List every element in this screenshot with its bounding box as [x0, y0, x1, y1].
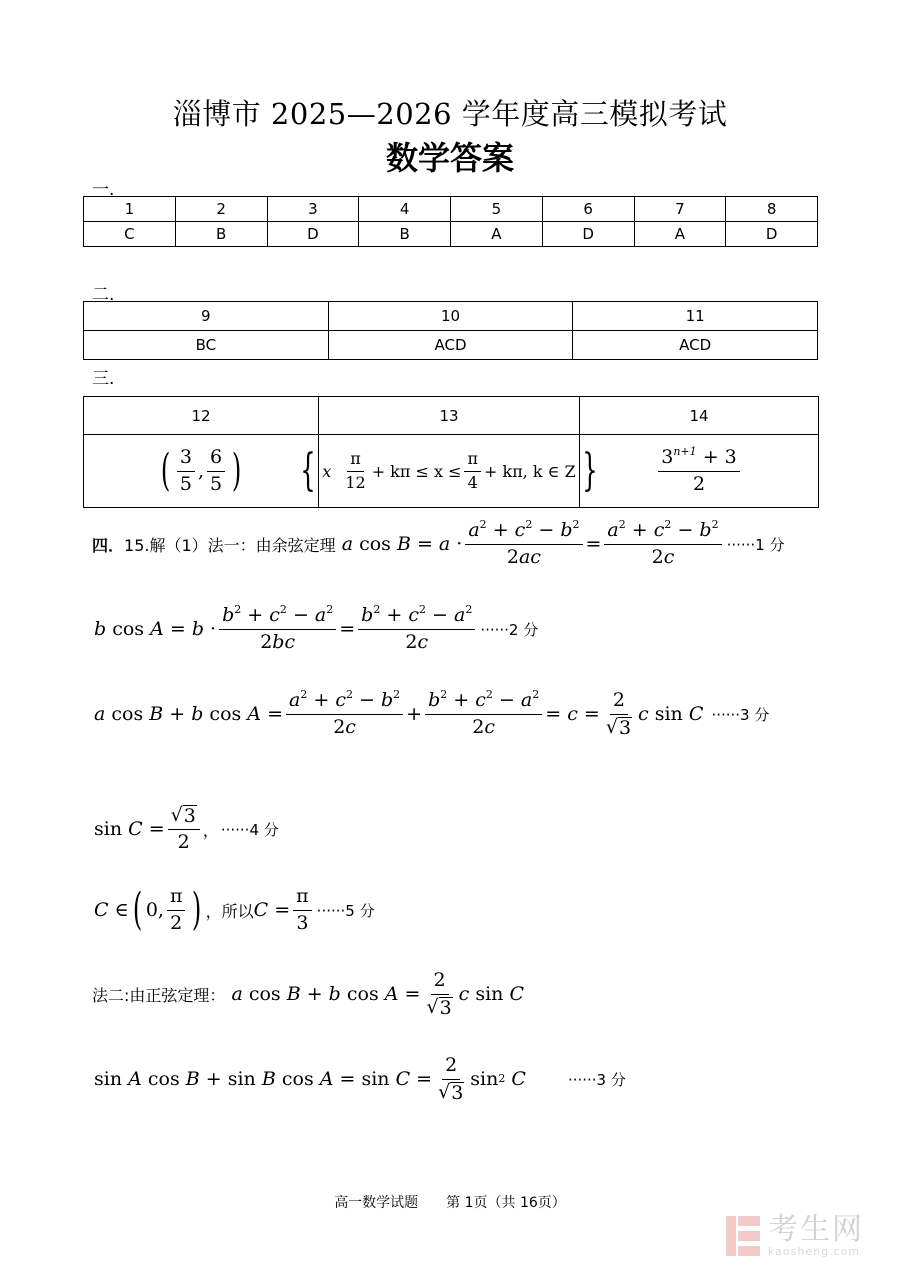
question-number: 13: [319, 397, 580, 435]
question-number: 9: [84, 302, 329, 331]
answer-cell: D: [542, 222, 634, 247]
answer-13: { x $\frac{\pi}{12}$ + kπ ≤ x ≤ $\frac{\pi}{4}$ + kπ, k ∈ Z }: [319, 435, 580, 508]
question-number: 5: [451, 197, 543, 222]
section1-table: [83, 196, 818, 247]
question-number: 3: [267, 197, 359, 222]
answer-cell: B: [175, 222, 267, 247]
answer-12: ( $\frac{3}{5}$ , $\frac{6}{5}$ ): [84, 435, 319, 508]
question-number: 11: [573, 302, 818, 331]
watermark-text: 考生网: [768, 1211, 864, 1247]
question-number: 8: [726, 197, 818, 222]
answer-cell: A: [451, 222, 543, 247]
solution-line-7: sin A cos B + sin B cos A = sin C = 2 √ 3 sin 2 C ······3 分: [94, 1054, 626, 1104]
table-row: [84, 435, 819, 508]
logo-icon: [724, 1214, 762, 1258]
answer-cell: A: [634, 222, 726, 247]
table-row: [84, 302, 818, 331]
question-number: 7: [634, 197, 726, 222]
section2-table: [83, 301, 818, 360]
solution-line-6: 法二:由正弦定理： a cos B + b cos A = 2 √ 3 c sin C: [92, 969, 524, 1019]
solution-line-4: sin C = √ 3 2 ， ······4 分: [94, 804, 279, 853]
solution-line-1: 四． 15.解（1）法一：由余弦定理 a cos B = a · $\frac{a^2 + c^2 - b^2}{2ac}$ = $\frac{a^2 + c^2 - b^2}{2c}$ ······1 分: [92, 518, 785, 568]
question-number: 6: [542, 197, 634, 222]
table-row: [84, 397, 819, 435]
question-number: 10: [328, 302, 573, 331]
section3-label: 三.: [92, 369, 115, 389]
solution-line-3: a cos B + b cos A = $\frac{a^2 + c^2 - b^2}{2c}$ + $\frac{b^2 + c^2 - a^2}{2c}$ = c = 2 √ 3 c sin C ······3 分: [94, 688, 770, 739]
question-number: 1: [84, 197, 176, 222]
section2-label: 二.: [92, 285, 115, 305]
answer-cell: BC: [84, 331, 329, 360]
watermark-url: kaosheng.com: [768, 1244, 861, 1258]
table-row: [84, 222, 818, 247]
answer-cell: ACD: [328, 331, 573, 360]
answer-cell: B: [359, 222, 451, 247]
solution-line-5: C ∈ ( 0, $\frac{\pi}{2}$ ) ，所以 C = $\frac{\pi}{3}$ ······5 分: [94, 884, 375, 936]
section3-table: [83, 396, 819, 508]
page-subtitle: 数学答案: [385, 139, 514, 177]
answer-cell: D: [726, 222, 818, 247]
question-number: 4: [359, 197, 451, 222]
solution-line-2: b cos A = b · $\frac{b^2 + c^2 - a^2}{2bc}$ = $\frac{b^2 + c^2 - a^2}{2c}$ ······2 分: [94, 603, 539, 653]
question-number: 2: [175, 197, 267, 222]
page-footer: 高一数学试题 第 1页（共 16页）: [334, 1195, 566, 1211]
table-row: [84, 197, 818, 222]
answer-14: $\frac{3^{n+1} + 3}{2}$: [580, 435, 819, 508]
answer-cell: D: [267, 222, 359, 247]
section1-label: 一.: [92, 180, 115, 200]
answer-cell: ACD: [573, 331, 818, 360]
table-row: [84, 331, 818, 360]
page-title: 淄博市 2025—2026 学年度高三模拟考试: [172, 97, 728, 131]
watermark: [724, 1211, 864, 1258]
question-number: 14: [580, 397, 819, 435]
answer-cell: C: [84, 222, 176, 247]
question-number: 12: [84, 397, 319, 435]
